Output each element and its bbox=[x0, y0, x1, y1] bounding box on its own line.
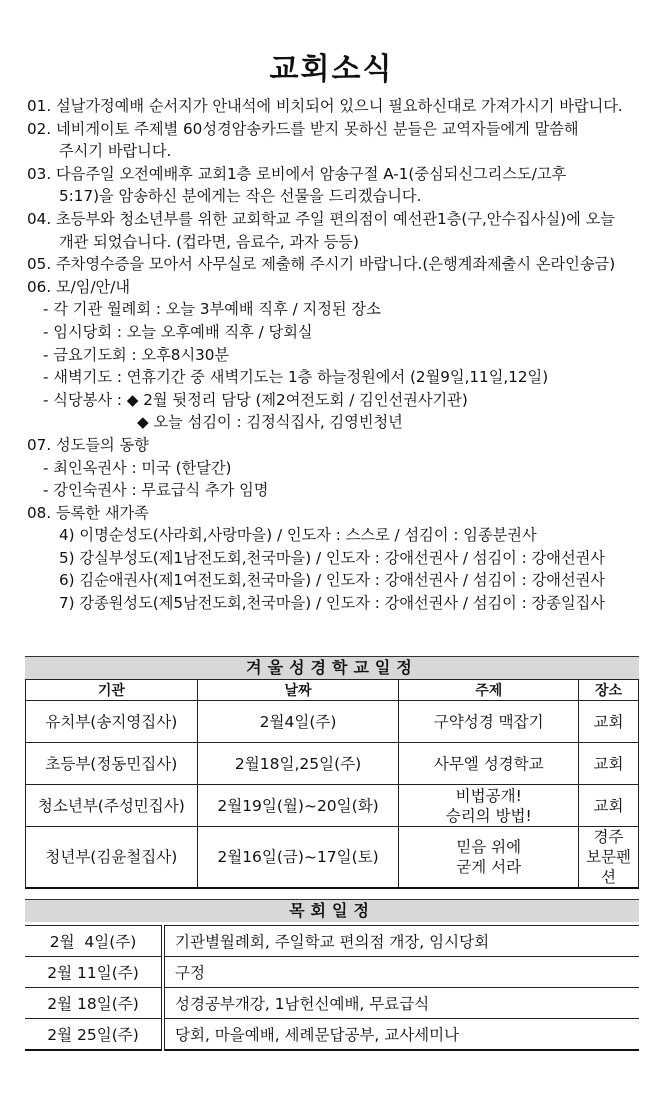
column-header: 기관 bbox=[26, 680, 198, 701]
date-cell: 2월16일(금)~17일(토) bbox=[197, 827, 399, 889]
schedule-desc: 성경공부개강, 1남헌신예배, 무료급식 bbox=[163, 988, 639, 1019]
theme-cell bbox=[399, 785, 579, 827]
page-title: 교회소식 bbox=[269, 52, 394, 87]
new-family: 7) 강종원성도(제5남전도회,천국마을) / 인도자 : 강애선권사 / 섬김이 : 장종일집사 bbox=[59, 594, 605, 613]
winter-school-heading: 겨울성경학교일정 bbox=[25, 656, 639, 679]
news-item-06: 06. 모/임/안/내 bbox=[27, 277, 131, 296]
dept-cell: 유치부(송지영집사) bbox=[26, 701, 198, 743]
schedule-desc: 기관별월례회, 주일학교 편의점 개장, 임시당회 bbox=[163, 926, 639, 957]
news-item-02-cont: 주시기 바랍니다. bbox=[59, 142, 172, 161]
theme-cell bbox=[399, 827, 579, 889]
table-row bbox=[26, 785, 639, 827]
theme-line: 승리의 방법! bbox=[445, 806, 532, 825]
place-line: 교회 bbox=[593, 712, 624, 731]
meeting-item: - 식당봉사 : ◆ 2월 뒷정리 담당 (제2여전도회 / 김인선권사기관) bbox=[43, 390, 468, 409]
table-row bbox=[25, 988, 639, 1019]
meeting-item: - 임시당회 : 오늘 오후예배 직후 / 당회실 bbox=[43, 322, 313, 341]
schedule-date: 2월 11일(주) bbox=[25, 957, 163, 988]
new-family: 5) 강실부성도(제1남전도회,천국마을) / 인도자 : 강애선권사 / 섬김이 : 강애선권사 bbox=[59, 548, 605, 567]
winter-school-table bbox=[25, 679, 639, 889]
news-item-03: 03. 다음주일 오전예배후 교회1층 로비에서 암송구절 A-1(중심되신그리스도/고후 bbox=[27, 164, 567, 183]
table-row bbox=[25, 1019, 639, 1051]
meeting-item: - 새벽기도 : 연휴기간 중 새벽기도는 1층 하늘정원에서 (2월9일,11일,12일) bbox=[43, 368, 549, 387]
pastoral-schedule-heading: 목회일정 bbox=[25, 899, 639, 922]
news-item-04-cont: 개관 되었습니다. (컵라면, 음료수, 과자 등등) bbox=[59, 232, 359, 251]
news-item-02: 02. 네비게이토 주제별 60성경암송카드를 받지 못하신 분들은 교역자들에게 말씀해 bbox=[27, 119, 579, 138]
meeting-item-cont: ◆ 오늘 섬김이 : 김정식집사, 김영빈청년 bbox=[137, 413, 403, 432]
theme-line: 구약성경 맥잡기 bbox=[433, 712, 544, 731]
theme-line: 사무엘 성경학교 bbox=[433, 754, 544, 773]
member-update: - 강인숙권사 : 무료급식 추가 임명 bbox=[43, 481, 269, 500]
theme-cell bbox=[399, 743, 579, 785]
dept-cell: 초등부(정동민집사) bbox=[26, 743, 198, 785]
news-list bbox=[27, 95, 647, 615]
date-cell: 2월4일(주) bbox=[197, 701, 399, 743]
theme-line: 굳게 서라 bbox=[456, 858, 522, 876]
news-item-04: 04. 초등부와 청소년부를 위한 교회학교 주일 편의점이 예선관1층(구,안수집사실)에 오늘 bbox=[27, 209, 615, 228]
meeting-item: - 각 기관 월례회 : 오늘 3부예배 직후 / 지정된 장소 bbox=[43, 300, 381, 319]
column-header: 장소 bbox=[579, 680, 639, 701]
place-cell bbox=[579, 743, 639, 785]
table-row bbox=[25, 926, 639, 957]
place-line: 교회 bbox=[593, 754, 624, 773]
news-item-05: 05. 주차영수증을 모아서 사무실로 제출해 주시기 바랍니다.(은행계좌제출시 온라인송금) bbox=[27, 255, 616, 274]
column-header: 날짜 bbox=[197, 680, 399, 701]
table-row bbox=[26, 743, 639, 785]
dept-cell: 청소년부(주성민집사) bbox=[26, 785, 198, 827]
date-cell: 2월19일(월)~20일(화) bbox=[197, 785, 399, 827]
column-header: 주제 bbox=[399, 680, 579, 701]
date-cell: 2월18일,25일(주) bbox=[197, 743, 399, 785]
pastoral-schedule-table bbox=[25, 925, 639, 1051]
place-line: 경주 bbox=[593, 828, 624, 846]
table-row bbox=[25, 957, 639, 988]
new-family: 6) 김순애권사(제1여전도회,천국마을) / 인도자 : 강애선권사 / 섬김이 : 강애선권사 bbox=[59, 571, 605, 590]
schedule-date: 2월 25일(주) bbox=[25, 1019, 163, 1051]
new-family: 4) 이명순성도(사라회,사랑마을) / 인도자 : 스스로 / 섬김이 : 임종분권사 bbox=[59, 526, 537, 545]
schedule-desc: 당회, 마을예배, 세례문답공부, 교사세미나 bbox=[163, 1019, 639, 1051]
place-cell bbox=[579, 701, 639, 743]
news-item-08: 08. 등록한 새가족 bbox=[27, 503, 149, 522]
schedule-date: 2월 18일(주) bbox=[25, 988, 163, 1019]
schedule-date: 2월 4일(주) bbox=[25, 926, 163, 957]
table-header-row bbox=[26, 680, 639, 701]
news-item-07: 07. 성도들의 동향 bbox=[27, 435, 149, 454]
news-item-01: 01. 설날가정예배 순서지가 안내석에 비치되어 있으니 필요하신대로 가져가시기 바랍니다. bbox=[27, 97, 623, 115]
table-row bbox=[26, 701, 639, 743]
news-item-03-cont: 5:17)을 암송하신 분에게는 작은 선물을 드리겠습니다. bbox=[59, 187, 422, 206]
meeting-item: - 금요기도회 : 오후8시30분 bbox=[43, 345, 230, 364]
table-row bbox=[26, 827, 639, 889]
place-cell bbox=[579, 827, 639, 889]
theme-line: 비법공개! bbox=[455, 786, 522, 805]
schedule-desc: 구정 bbox=[163, 957, 639, 988]
member-update: - 최인옥권사 : 미국 (한달간) bbox=[43, 458, 232, 477]
theme-line: 믿음 위에 bbox=[456, 838, 522, 856]
place-line: 보문펜션 bbox=[586, 848, 631, 886]
theme-cell bbox=[399, 701, 579, 743]
place-line: 교회 bbox=[593, 796, 624, 815]
dept-cell: 청년부(김윤철집사) bbox=[26, 827, 198, 889]
place-cell bbox=[579, 785, 639, 827]
